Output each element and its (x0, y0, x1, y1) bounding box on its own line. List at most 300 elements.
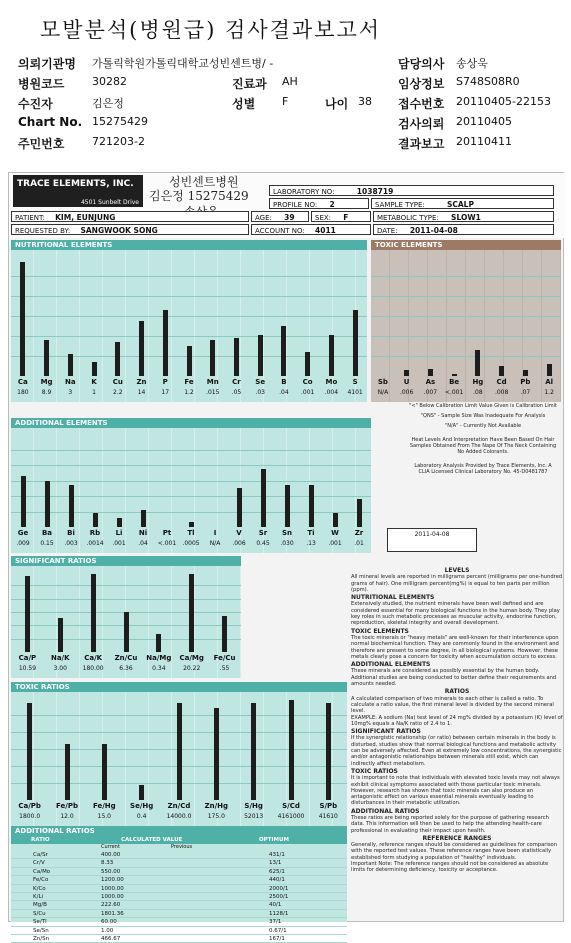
category-label: V (236, 529, 242, 537)
ratio-current: 60.00 (101, 919, 117, 926)
category-label: Li (115, 529, 123, 537)
sample-type: SCALP (446, 200, 474, 209)
legend-line: Laboratory Analysis Provided by Trace Elements, Inc. A CLIA Licensed Clinical Laboratory No. 45-D0481787 (414, 463, 552, 475)
value-label: .05 (231, 389, 242, 396)
ratio-current: 1801.36 (101, 910, 124, 917)
field-label: 검사의뢰 (398, 117, 445, 131)
ratio-name: Se/Sn (33, 927, 49, 934)
chart-bar (20, 262, 25, 376)
ratio-name: Cr/V (33, 860, 45, 867)
category-label: S/Pb (319, 802, 338, 810)
category-label: Mg (40, 378, 53, 386)
value-label: N/A (209, 540, 221, 547)
category-label: Rb (89, 529, 101, 537)
scanned-report (8, 172, 564, 942)
trace-elements-logo (13, 175, 143, 207)
category-label: P (162, 378, 168, 386)
paragraph: If the synergistic relationship (or ratio) between certain minerals in the body is disturbed, studies show that normal biological functions and metabolic activity can be adversely affected. Even at extremely low concentrations, the synergistic and/or antagonistic relationships between minerals still exist, which can indirectly affect metabolism. (351, 735, 562, 767)
value-label: .006 (232, 540, 246, 547)
ratio-current: 8.33 (101, 860, 114, 867)
value-label: 175.0 (207, 813, 225, 820)
date-stamp (387, 528, 477, 552)
value-label: .03 (255, 389, 265, 396)
value-label: 8.9 (41, 389, 52, 396)
column-subheader: Previous (171, 844, 193, 850)
value-label: .009 (16, 540, 30, 547)
gridline (371, 336, 561, 337)
category-label: Sr (258, 529, 268, 537)
value-label: 3.00 (53, 665, 67, 672)
chart-bar (124, 612, 129, 652)
patient-name: KIM, EUNJUNG (55, 213, 116, 222)
patient-label: PATIENT: (15, 214, 45, 222)
field-value: F (282, 95, 289, 108)
table-row (11, 885, 347, 893)
section-title: NUTRITIONAL ELEMENTS (351, 594, 435, 602)
profile-no: 2 (329, 200, 335, 209)
chart-bar (44, 340, 49, 376)
field-value: 721203-2 (92, 135, 145, 148)
section-title: SIGNIFICANT RATIOS (351, 728, 421, 736)
category-label: Ca/Mg (179, 654, 204, 662)
sex-box (311, 211, 371, 222)
table-header (11, 836, 347, 844)
category-label: W (331, 529, 339, 537)
category-label: Ni (138, 529, 148, 537)
gridline (11, 336, 367, 337)
chart-bar (222, 616, 227, 652)
category-label: Fe/Hg (92, 802, 116, 810)
table-row (11, 901, 347, 909)
category-label: Cd (496, 378, 507, 386)
paragraph: The toxic minerals or "heavy metals" are well-known for their interference upon normal biochemical function. They are commonly found in the environment and therefore are present to some degree, in all biological systems. However, these metals clearly pose a concern for toxicity when accumulation occurs to excess. (351, 634, 559, 660)
category-label: Ge (17, 529, 29, 537)
table-row (11, 918, 347, 926)
column-header: RATIO (31, 837, 50, 843)
value-label: 0.45 (256, 540, 270, 547)
ratio-optimum: 2000/1 (269, 885, 289, 892)
chart-bar (163, 310, 168, 376)
section-title: LEVELS (444, 567, 470, 574)
toxic-heading: TOXIC ELEMENTS (371, 240, 561, 250)
value-label: .04 (279, 389, 289, 396)
value-label: .13 (306, 540, 316, 547)
category-label: Mn (206, 378, 219, 386)
report-header (0, 0, 571, 170)
ratio-optimum: 167/1 (269, 935, 285, 942)
gridline (11, 599, 241, 600)
header-row-1 (0, 55, 571, 75)
ratio-optimum: 625/1 (269, 868, 285, 875)
account-no: 4011 (315, 226, 336, 235)
ratio-name: K/Li (33, 893, 44, 900)
logo-text: TRACE ELEMENTS, INC. (17, 179, 134, 189)
additional-ratios-table (11, 836, 347, 942)
ratio-current: 400.00 (101, 852, 121, 858)
ratio-optimum: 431/1 (269, 852, 285, 858)
value-label: .004 (324, 389, 339, 396)
date-box (373, 224, 554, 235)
toxic-chart (371, 250, 561, 402)
value-label: 14 (137, 389, 146, 396)
value-label: .008 (494, 389, 509, 396)
value-label: .001 (112, 540, 126, 547)
sex-label: SEX: (315, 214, 332, 222)
gridline (11, 512, 371, 513)
chart-bar (475, 350, 480, 376)
section-title: TOXIC RATIOS (351, 767, 398, 775)
requested-label: REQUESTED BY: (15, 227, 71, 235)
chart-bar (93, 513, 98, 527)
gridline (11, 296, 367, 297)
paragraph: It is important to note that individuals with elevated toxic levels may not always exhibit clinical symptoms associated with those particular toxic minerals. However, research has shown that toxic minerals can also produce an antagonistic effect on various essential minerals eventually leading to disturbances in their metabolic utilization. (351, 775, 560, 807)
category-label: Na (65, 378, 76, 386)
nutritional-heading: NUTRITIONAL ELEMENTS (11, 240, 367, 250)
handwritten-hospital: 성빈센트병원 (169, 175, 239, 189)
toxic-ratios-heading: TOXIC RATIOS (11, 682, 347, 692)
chart-bar (547, 364, 552, 376)
value-label: 6.36 (119, 665, 133, 672)
field-value: 20110411 (456, 135, 512, 148)
category-label: Na/K (50, 654, 70, 662)
field-label: 임상정보 (398, 77, 445, 91)
chart-bar (333, 513, 338, 527)
chart-bar (210, 340, 215, 376)
category-label: U (403, 378, 410, 386)
chart-bar (404, 370, 409, 376)
table-row (11, 893, 347, 901)
chart-bar (91, 574, 96, 652)
chart-bar (234, 338, 239, 376)
category-label: Fe/Pb (56, 802, 78, 810)
value-label: 20.22 (183, 665, 201, 672)
additional-ratios-heading: ADDITIONAL RATIOS (11, 826, 347, 836)
category-label: Mo (325, 378, 338, 386)
field-value: 20110405 (456, 115, 512, 128)
chart-bar (353, 310, 358, 376)
value-label: .01 (354, 540, 364, 547)
ratio-current: 1200.00 (101, 877, 124, 884)
chart-bar (156, 634, 161, 652)
category-label: Hg (472, 378, 484, 386)
gridline (11, 465, 371, 466)
gridline (371, 316, 561, 317)
chart-bar (285, 485, 290, 527)
field-label: 병원코드 (18, 77, 65, 91)
chart-bar (187, 346, 192, 376)
value-label: 10.59 (18, 665, 37, 672)
metabolic-label: METABOLIC TYPE: (377, 214, 439, 222)
category-label: Pt (162, 529, 172, 537)
paragraph: A calculated comparison of two minerals to each other is called a ratio. To calculate a ratio value, the first mineral level is divided by the second mineral level. (351, 695, 554, 715)
field-value: AH (282, 75, 298, 88)
chart-bar (117, 518, 122, 527)
category-label: Bi (67, 529, 75, 537)
value-label: 14000.0 (166, 813, 192, 820)
category-label: Al (545, 378, 554, 386)
patient-box (11, 211, 249, 222)
header-row-4 (0, 115, 571, 135)
legend-line: "N/A" - Currently Not Available (444, 423, 522, 429)
category-label: S (352, 378, 358, 386)
ratio-name: Ca/Mo (33, 868, 51, 875)
table-row (11, 910, 347, 918)
chart-bar (258, 335, 263, 376)
section-title: RATIOS (444, 688, 470, 696)
metabolic-type: SLOW1 (451, 213, 481, 222)
field-label: Chart No. (18, 115, 83, 129)
toxic-ratios-chart (11, 692, 347, 826)
gridline (371, 276, 561, 277)
value-label: 17 (161, 389, 170, 396)
value-label: <.001 (157, 540, 177, 547)
paragraph: These minerals are considered as possibly essential by the human body. Additional studies are being conducted to better define their requirements and amounts needed. (351, 668, 557, 688)
value-label: .001 (328, 540, 342, 547)
stamp-date: 2011-04-08 (414, 531, 450, 538)
report-date: 2011-04-08 (409, 226, 458, 235)
paragraph: These ratios are being reported solely for the purpose of gathering research data. This information will then be used to help the attending health-care professional in evaluating their impact upon health. (351, 814, 549, 834)
ratio-current: 1000.00 (101, 893, 124, 900)
value-label: 0.15 (40, 540, 54, 547)
field-value: 30282 (92, 75, 127, 88)
chart-bar (69, 485, 74, 527)
age-box (251, 211, 309, 222)
ratio-current: 550.00 (101, 868, 121, 875)
value-label: 1.2 (184, 389, 194, 396)
chart-bar (214, 708, 219, 800)
value-label: 180 (17, 389, 29, 396)
category-label: S/Hg (244, 802, 263, 810)
category-label: As (425, 378, 436, 386)
value-label: 41610 (318, 813, 338, 820)
ratio-current: 1.00 (101, 927, 114, 934)
chart-bar (189, 522, 194, 527)
age: 39 (284, 213, 295, 222)
category-label: Zn/Hg (204, 802, 229, 810)
category-label: Fe (184, 378, 194, 386)
ratio-optimum: 1128/1 (269, 910, 289, 917)
category-label: Se (255, 378, 266, 386)
value-label: 52013 (244, 813, 264, 820)
chart-bar (21, 476, 26, 527)
category-label: Cu (112, 378, 123, 386)
category-label: B (281, 378, 287, 386)
field-label: 주민번호 (18, 137, 65, 151)
category-label: Ca/K (84, 654, 103, 662)
category-label: Ti (307, 529, 315, 537)
chart-bar (189, 574, 194, 652)
ratio-optimum: 0.67/1 (269, 927, 287, 934)
chart-bar (289, 700, 294, 800)
ratio-optimum: 37/1 (269, 919, 282, 926)
field-value: 가톨릭학원가톨릭대학교성빈센트병/ - (92, 57, 274, 70)
additional-heading: ADDITIONAL ELEMENTS (11, 418, 371, 428)
ratio-optimum: 440/1 (269, 877, 285, 884)
value-label: .007 (423, 389, 438, 396)
category-label: Zr (354, 529, 364, 537)
paragraph: Generally, reference ranges should be considered as guidelines for comparison with the reported test values. These reference ranges have been statistically established form studying a population of "healthy" individuals. (351, 842, 557, 861)
category-label: Na/Mg (146, 654, 172, 662)
chart-bar (305, 352, 310, 376)
account-box (251, 224, 371, 235)
legend-line: "QNS" - Sample Size Was Inadequate For Analysis (420, 413, 546, 419)
gridline (11, 585, 241, 586)
ratio-optimum: 40/1 (269, 902, 282, 909)
gridline (11, 450, 371, 451)
chart-bar (139, 321, 144, 376)
table-subheader (11, 844, 347, 851)
handwritten-patient: 김은정 15275429 (149, 189, 249, 203)
header-row-3 (0, 95, 571, 115)
paragraph: Important Note: The reference ranges should not be considered as absolute limits for determining deficiency, toxicity or acceptance. (351, 861, 549, 874)
value-label: .08 (473, 389, 483, 396)
chart-bar (326, 703, 331, 800)
field-value: 38 (358, 95, 372, 108)
field-value: 송상욱 (456, 57, 488, 70)
category-label: Se/Hg (130, 802, 154, 810)
lab-number-label: LABORATORY NO: (273, 188, 335, 196)
category-label: Co (302, 378, 313, 386)
field-value: 김은정 (92, 97, 124, 110)
value-label: .04 (138, 540, 148, 547)
paragraph: All mineral levels are reported in milligrams percent (milligrams per one-hundred grams of hair). One milligram percent(mg%) is equal to ten parts per million (ppm). (351, 574, 563, 593)
field-value: 20110405-22153 (456, 95, 551, 108)
category-label: Zn/Cd (167, 802, 191, 810)
value-label: .55 (219, 665, 230, 672)
gridline (11, 496, 371, 497)
value-label: .001 (300, 389, 315, 396)
paragraph: Extensively studied, the nutrient minerals have been well defined and are considered essential for many biological functions in the human body. They play key roles in such metabolic processes as muscular activity, endocrine function, reproduction, skeletal integrity and overall development. (351, 601, 560, 627)
category-label: Ca/P (18, 654, 37, 662)
chart-bar (281, 326, 286, 376)
table-row (11, 851, 347, 859)
value-label: .0014 (86, 540, 104, 547)
header-row-2 (0, 75, 571, 95)
value-label: <.001 (444, 389, 464, 396)
section-title: ADDITIONAL RATIOS (351, 807, 420, 815)
sample-box (371, 198, 554, 209)
field-label: 나이 (325, 97, 349, 111)
value-label: N/A (377, 389, 389, 396)
chart-bar (499, 366, 504, 376)
category-label: I (213, 529, 217, 537)
value-label: 3 (68, 389, 73, 396)
value-label: .0005 (182, 540, 200, 547)
nutritional-chart (11, 250, 367, 402)
field-value: S748S08R0 (456, 75, 520, 88)
ratio-optimum: 13/1 (269, 860, 282, 867)
chart-bar (329, 335, 334, 376)
sample-label: SAMPLE TYPE: (375, 201, 425, 209)
field-label: 결과보고 (398, 137, 445, 151)
category-label: Pb (520, 378, 531, 386)
category-label: Sn (281, 529, 293, 537)
chart-bar (139, 785, 144, 800)
field-label: 접수번호 (398, 97, 445, 111)
section-title: ADDITIONAL ELEMENTS (351, 661, 431, 669)
ratio-current: 1000.00 (101, 885, 124, 892)
explanation-text (351, 566, 563, 921)
ratio-optimum: 2500/1 (269, 893, 289, 900)
category-label: Fe/Cu (213, 654, 236, 662)
category-label: Ca/Pb (18, 802, 41, 810)
ratio-name: Fe/Co (33, 877, 49, 884)
column-header: OPTIMUM (259, 837, 289, 843)
chart-bar (177, 703, 182, 800)
value-label: .030 (280, 540, 294, 547)
gridline (11, 316, 367, 317)
chart-bar (237, 488, 242, 527)
gridline (11, 481, 371, 482)
sex: F (343, 213, 349, 222)
chart-bar (92, 362, 97, 376)
field-label: 진료과 (232, 77, 267, 91)
section-title: TOXIC ELEMENTS (351, 627, 409, 635)
additional-chart (11, 428, 371, 553)
value-label: .006 (399, 389, 414, 396)
page-title: 모발분석(병원급) 검사결과보고서 (40, 18, 382, 42)
paragraph: EXAMPLE: A sodium (Na) test level of 24 mg% divided by a potassium (K) level of 10mg% equals a Na/K ratio of 2.4 to 1. (351, 714, 563, 727)
category-label: Sb (377, 378, 388, 386)
value-label: 4161000 (277, 813, 305, 820)
chart-bar (27, 703, 32, 800)
field-value: 15275429 (92, 115, 148, 128)
ratio-current: 466.67 (101, 935, 121, 942)
ratio-name: Mg/B (33, 902, 47, 909)
value-label: 1 (92, 389, 96, 396)
field-label: 성별 (232, 97, 256, 111)
chart-bar (25, 576, 30, 652)
chart-bar (115, 342, 120, 376)
column-header: CALCULATED VALUE (121, 837, 183, 843)
value-label: 15.0 (97, 813, 111, 820)
chart-bar (261, 469, 266, 527)
value-label: .07 (520, 389, 531, 396)
chart-bar (68, 354, 73, 376)
ratio-name: K/Co (33, 885, 46, 892)
category-label: Zn (136, 378, 147, 386)
gridline (371, 356, 561, 357)
age-label: AGE: (255, 214, 272, 222)
chart-bar (141, 510, 146, 527)
value-label: 0.4 (136, 813, 147, 820)
header-row-5 (0, 135, 571, 155)
logo-address: 4501 Sunbelt Drive (80, 199, 139, 206)
legend-line: Heat Levels And Interpretation Have Been Based On Hair Samples Obtained From The Nape Of The Neck Containing No Added Colorants. (409, 437, 557, 455)
table-row (11, 876, 347, 884)
chart-bar (523, 370, 528, 376)
chart-bar (65, 744, 70, 800)
category-label: Be (449, 378, 460, 386)
chart-bar (45, 481, 50, 528)
legend-line: "<" Below Calibration Limit Value Given is Calibration Limit (409, 403, 557, 409)
category-label: S/Cd (282, 802, 300, 810)
table-row (11, 859, 347, 867)
ratio-name: S/Cu (33, 910, 46, 917)
table-row (11, 935, 347, 943)
value-label: 0.34 (152, 665, 166, 672)
section-title: REFERENCE RANGES (422, 834, 492, 842)
significant-chart (11, 566, 241, 678)
lab-number: 1038719 (356, 187, 394, 196)
requested-box (11, 224, 249, 235)
chart-bar (251, 703, 256, 800)
date-label: DATE: (377, 227, 398, 235)
table-row (11, 927, 347, 935)
gridline (11, 276, 367, 277)
ratio-name: Zn/Sn (33, 935, 50, 942)
chart-bar (309, 485, 314, 527)
